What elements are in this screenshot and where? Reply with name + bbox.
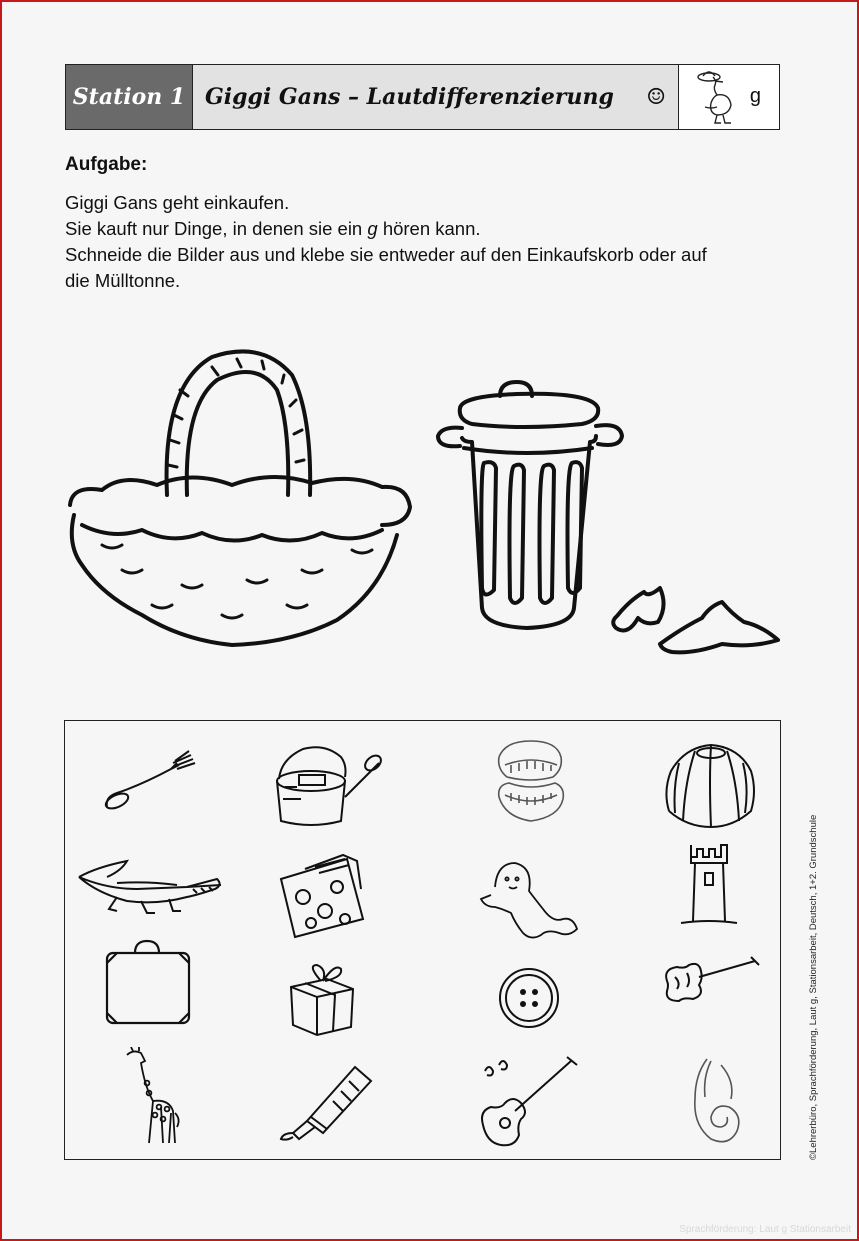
fork-icon[interactable] <box>101 747 201 817</box>
watering-can-icon[interactable] <box>261 739 391 829</box>
gift-icon[interactable] <box>287 961 357 1037</box>
task-line: Schneide die Bilder aus und klebe sie entweder auf den Einkaufskorb oder auf <box>65 244 707 265</box>
violin-icon[interactable] <box>659 955 763 1011</box>
wallet-icon[interactable] <box>275 849 371 939</box>
goose-box <box>679 65 779 129</box>
target-letter: g <box>749 85 761 107</box>
trash-can-icon <box>432 378 784 660</box>
task-line: die Mülltonne. <box>65 270 181 291</box>
snail-icon[interactable] <box>681 1055 745 1147</box>
guitar-icon[interactable] <box>475 1055 583 1149</box>
task-line-part: Sie kauft nur Dinge, in denen sie ein <box>65 218 363 239</box>
ghost-icon[interactable] <box>475 857 585 941</box>
task-line <box>65 216 707 242</box>
tower-icon[interactable] <box>679 839 739 931</box>
smiley-icon: ☺ <box>646 85 666 110</box>
worksheet-header <box>65 64 780 130</box>
crocodile-icon[interactable] <box>77 857 225 917</box>
bundt-cake-icon[interactable] <box>661 741 759 831</box>
shopping-basket-icon <box>62 345 417 655</box>
worksheet-title <box>193 65 679 129</box>
task-letter-g: g <box>367 218 378 239</box>
title-text: Giggi Gans – Lautdifferenzierung <box>205 84 614 110</box>
goose-with-hat-icon <box>695 67 741 129</box>
copyright-footer: ©Lehrerbüro, Sprachförderung, Laut g, Stationsarbeit, Deutsch, 1+2. Grundschule <box>808 814 819 1160</box>
suitcase-icon[interactable] <box>101 939 195 1027</box>
tube-icon[interactable] <box>275 1061 375 1141</box>
picture-grid <box>64 720 781 1160</box>
task-line-part: hören kann. <box>382 218 481 239</box>
giraffe-icon[interactable] <box>119 1047 183 1147</box>
watermark: Sprachförderung: Laut g Stationsarbeit <box>679 1224 851 1235</box>
station-label: Station 1 <box>66 65 193 129</box>
task-text <box>65 190 707 294</box>
task-label: Aufgabe: <box>65 154 148 175</box>
task-line: Giggi Gans geht einkaufen. <box>65 192 290 213</box>
button-icon[interactable] <box>497 965 561 1031</box>
dentures-icon[interactable] <box>485 737 575 833</box>
